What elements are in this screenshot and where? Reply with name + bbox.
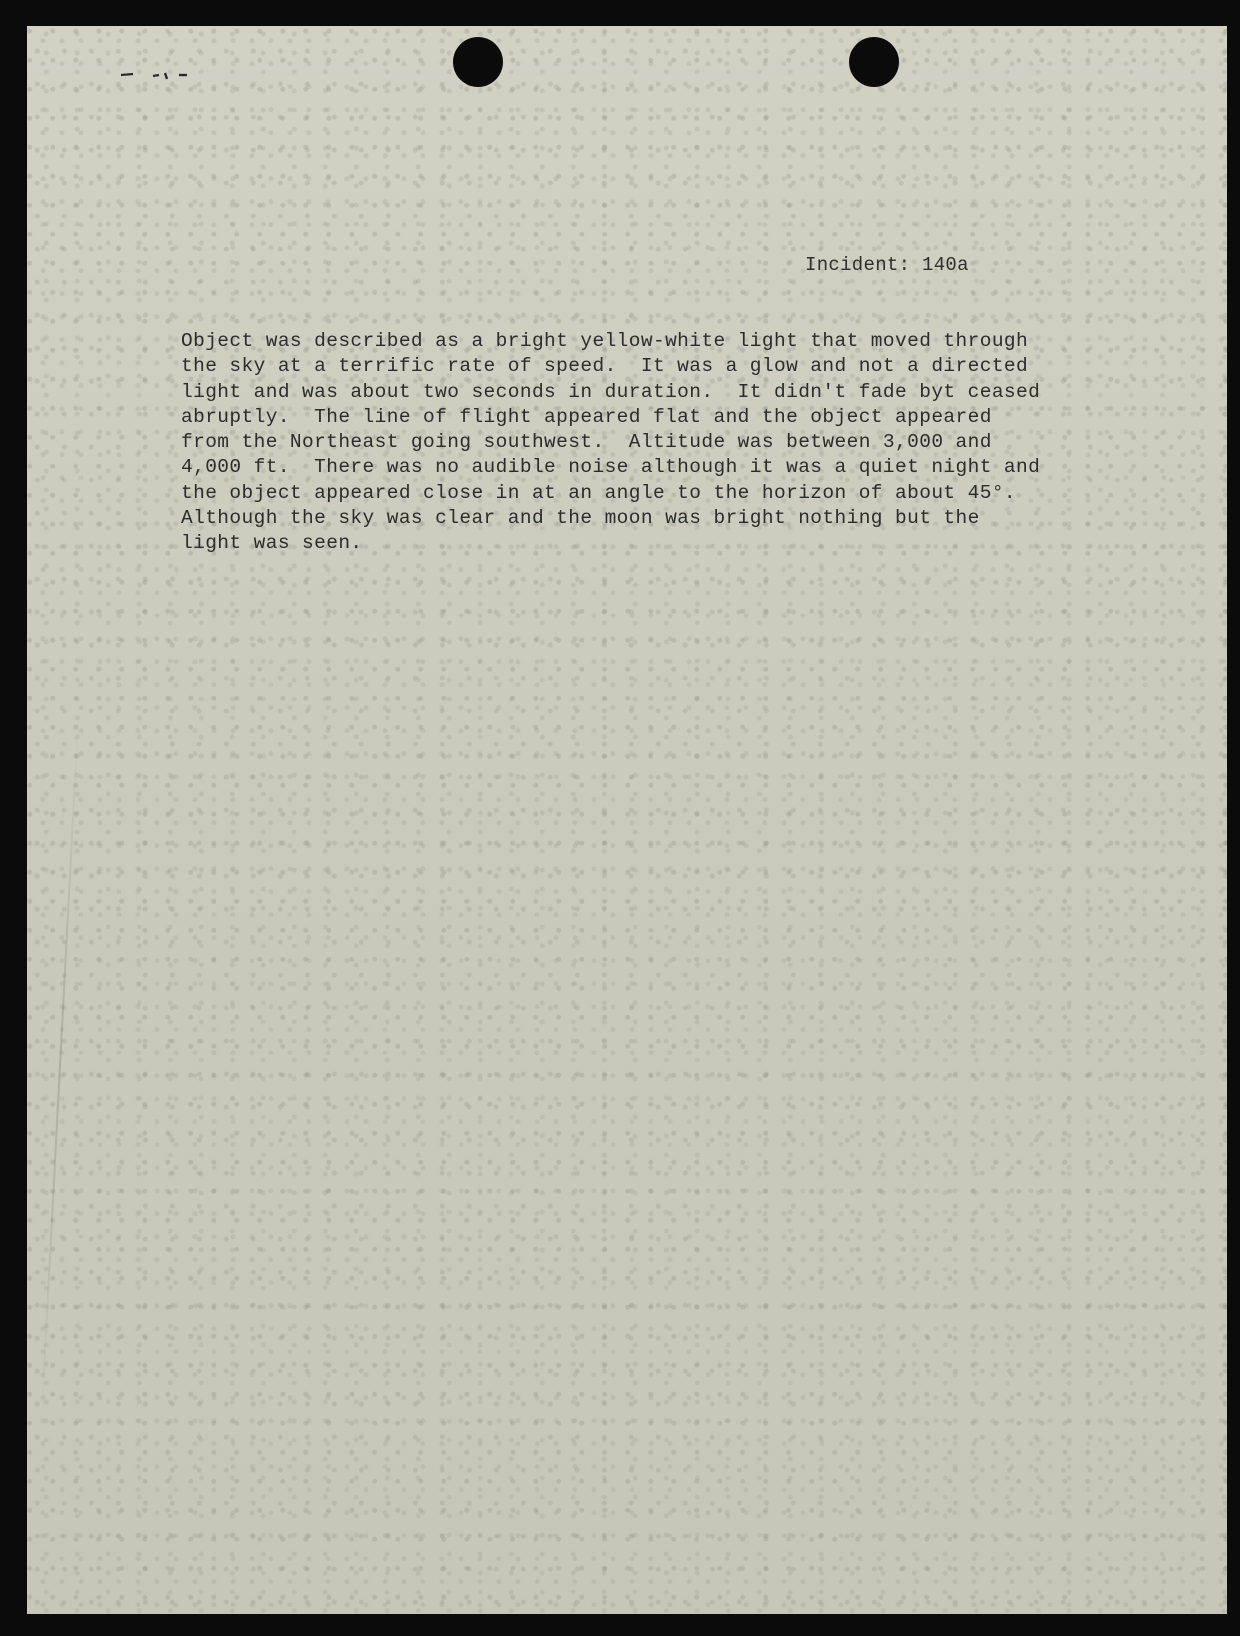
punch-hole-left — [453, 37, 503, 87]
paragraph-line: the sky at a terrific rate of speed. It was a glow and not a directed — [181, 355, 1029, 378]
paragraph-line: from the Northeast going southwest. Altitude was between 3,000 and — [181, 431, 992, 454]
incident-number: 140a — [922, 254, 969, 276]
paragraph-line: 4,000 ft. There was no audible noise although it was a quiet night and — [181, 456, 1041, 479]
paragraph-line: light was seen. — [181, 532, 363, 555]
paragraph-line: abruptly. The line of flight appeared flat and the object appeared — [181, 405, 992, 428]
punch-hole-right — [849, 37, 899, 87]
paragraph-line: Object was described as a bright yellow-white light that moved through — [181, 330, 1029, 352]
corner-ink-mark — [119, 68, 199, 82]
paragraph-line: light and was about two seconds in duration. It didn't fade byt ceased — [181, 380, 1041, 403]
incident-label: Incident: — [805, 254, 911, 276]
paragraph-line: Although the sky was clear and the moon was bright nothing but the — [181, 507, 980, 530]
page-fold-line — [40, 706, 80, 1425]
paper-sheet — [27, 26, 1227, 1614]
paragraph-line: the object appeared close in at an angle to the horizon of about 45°. — [181, 481, 1017, 504]
incident-header — [805, 254, 969, 276]
report-paragraph — [181, 329, 1081, 557]
